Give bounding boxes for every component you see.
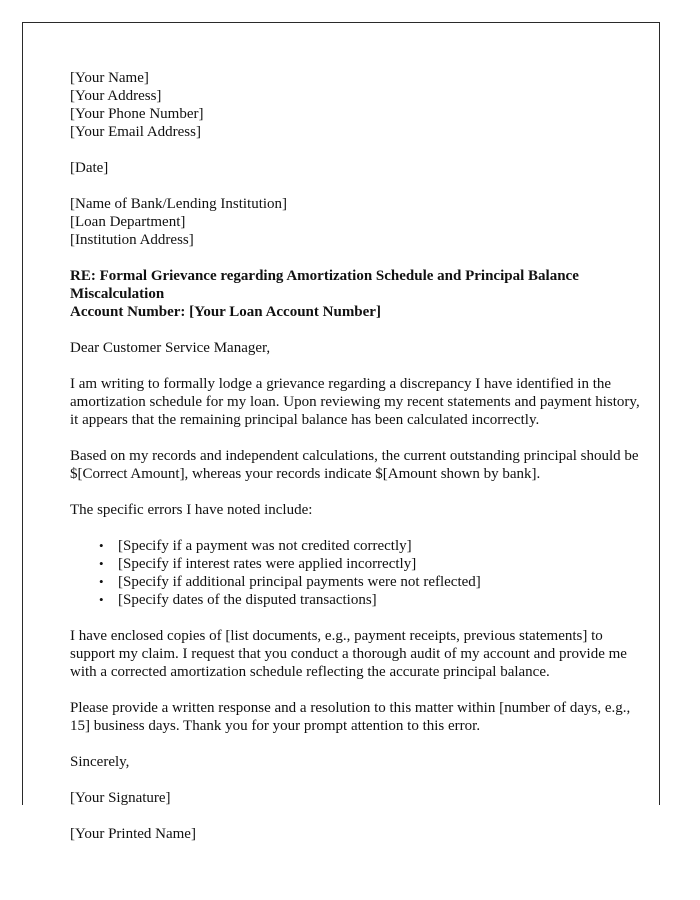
body-paragraph-2: Based on my records and independent calculations, the current outstanding principal should be $[Correct Amount], whereas your records indicate $[Amount shown by bank]. (70, 448, 639, 482)
recipient-institution: [Name of Bank/Lending Institution] (70, 196, 288, 212)
subject-heading-block (70, 267, 651, 321)
recipient-address: [Institution Address] (70, 232, 194, 248)
salutation: Dear Customer Service Manager, (70, 340, 271, 356)
sender-name: [Your Name] (70, 70, 149, 86)
letter-content (70, 69, 651, 861)
subject-heading: RE: Formal Grievance regarding Amortization Schedule and Principal Balance Miscalculation (70, 268, 579, 302)
body-paragraph-3: I have enclosed copies of [list documents, e.g., payment receipts, previous statements] to support my claim. I request that you conduct a thorough audit of my account and provide me with a corrected amortization schedule reflecting the accurate principal balance. (70, 628, 627, 680)
printed-name-placeholder: [Your Printed Name] (70, 826, 196, 842)
list-item: • [Specify if additional principal payments were not reflected] (107, 573, 651, 591)
sender-phone: [Your Phone Number] (70, 106, 204, 122)
document-page (22, 22, 660, 842)
error-list-intro: The specific errors I have noted include: (70, 502, 313, 518)
recipient-address-block (70, 195, 651, 249)
date-block (70, 159, 651, 177)
signature-placeholder: [Your Signature] (70, 790, 171, 806)
list-item: • [Specify dates of the disputed transactions] (107, 591, 651, 609)
date-line: [Date] (70, 160, 109, 176)
sender-email: [Your Email Address] (70, 124, 201, 140)
sender-address: [Your Address] (70, 88, 162, 104)
body-paragraph-4: Please provide a written response and a resolution to this matter within [number of days, e.g., 15] business days. Thank you for your prompt attention to this error. (70, 700, 631, 734)
body-paragraph-1: I am writing to formally lodge a grievance regarding a discrepancy I have identified in the amortization schedule for my loan. Upon reviewing my recent statements and payment history, it appears that the remaining principal balance has been calculated incorrectly. (70, 376, 640, 428)
recipient-department: [Loan Department] (70, 214, 186, 230)
closing-salutation: Sincerely, (70, 754, 130, 770)
account-number-heading: Account Number: [Your Loan Account Number] (70, 304, 381, 320)
list-item: • [Specify if interest rates were applied incorrectly] (107, 555, 651, 573)
list-item: • [Specify if a payment was not credited correctly] (107, 537, 651, 555)
specific-errors-list (70, 537, 651, 609)
sender-address-block (70, 69, 651, 141)
